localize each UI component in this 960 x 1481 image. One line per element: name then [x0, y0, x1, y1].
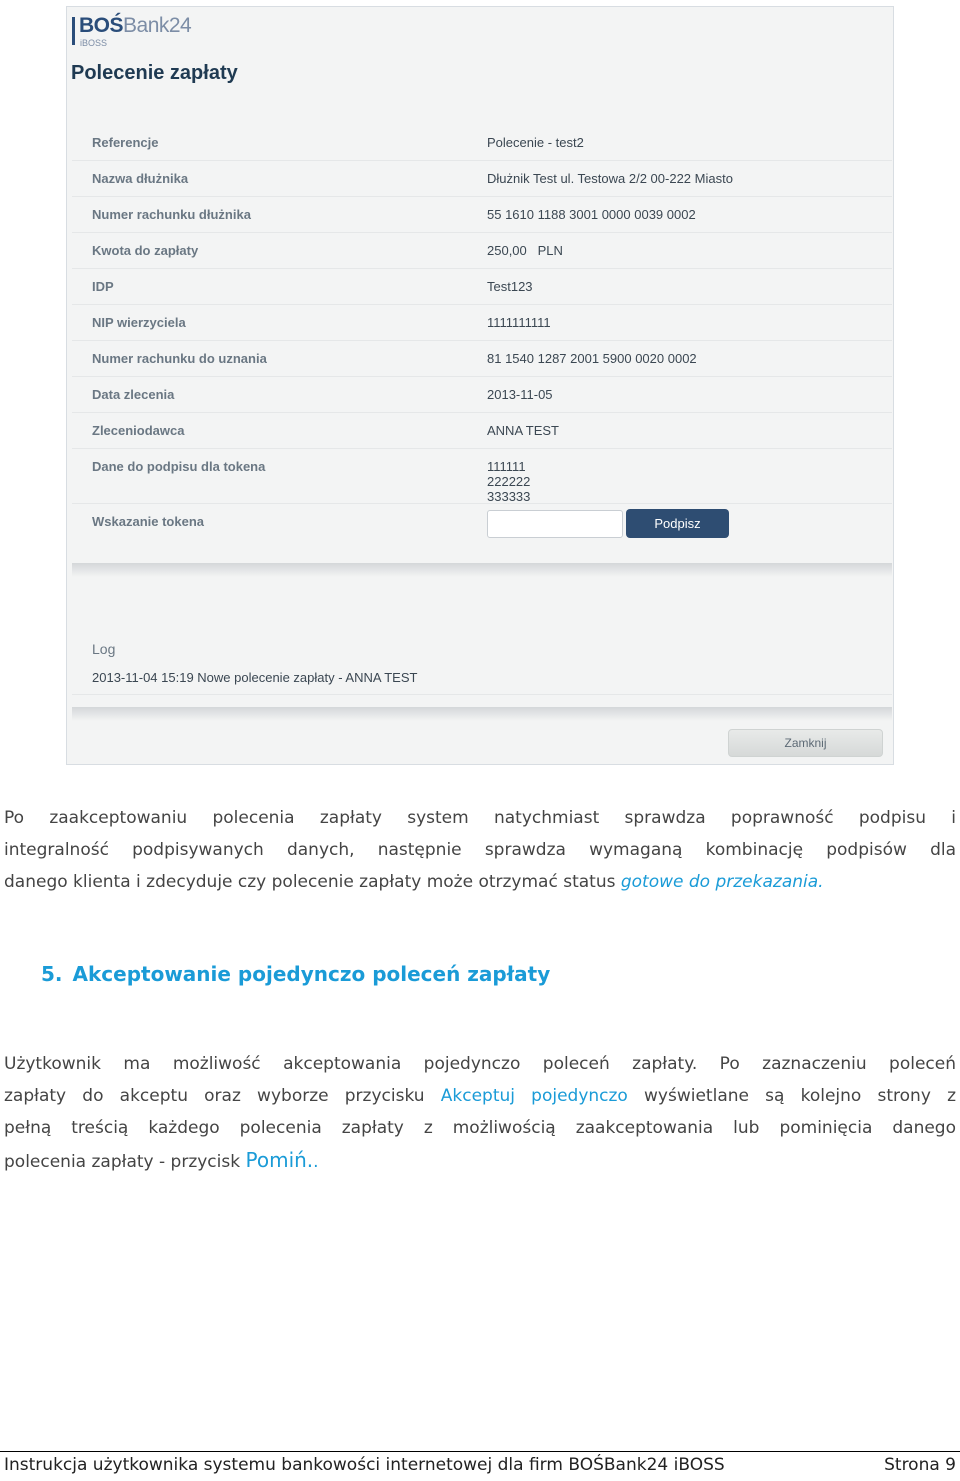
- footer-rule: [0, 1451, 960, 1452]
- detail-value: ANNA TEST: [487, 423, 560, 438]
- detail-label: Data zlecenia: [92, 387, 175, 402]
- text-line: integralność podpisywanych danych, następnie sprawdza wymaganą kombinację podpisów dla: [4, 840, 956, 860]
- log-label: Log: [92, 641, 116, 657]
- detail-row-ordering-party: [72, 413, 892, 449]
- paragraph-signature-check: [4, 802, 956, 898]
- close-button[interactable]: Zamknij: [728, 729, 883, 757]
- section-title: Akceptowanie pojedynczo poleceń zapłaty: [72, 962, 551, 986]
- logo-text: [79, 14, 191, 38]
- section-separator: [72, 563, 892, 577]
- section-heading: [41, 962, 550, 986]
- detail-value: 55 1610 1188 3001 0000 0039 0002: [487, 207, 696, 222]
- skip-link: Pomiń.: [245, 1148, 314, 1172]
- detail-row-debtor-name: [72, 161, 892, 197]
- token-label: Wskazanie tokena: [92, 514, 204, 529]
- accept-single-link: Akceptuj pojedynczo: [440, 1086, 628, 1106]
- detail-label: Referencje: [92, 135, 159, 150]
- detail-label: Zleceniodawca: [92, 423, 185, 438]
- detail-row-reference: [72, 125, 892, 161]
- status-ready-link: gotowe do przekazania.: [620, 872, 824, 892]
- detail-value: Polecenie - test2: [487, 135, 584, 150]
- detail-label: IDP: [92, 279, 114, 294]
- detail-label: NIP wierzyciela: [92, 315, 186, 330]
- token-input[interactable]: [487, 510, 623, 538]
- detail-label: Nazwa dłużnika: [92, 171, 189, 186]
- details-table: [72, 125, 892, 552]
- section-number: 5.: [41, 962, 63, 986]
- detail-row-order-date: [72, 377, 892, 413]
- detail-row-idp: [72, 269, 892, 305]
- detail-value: 250,00 PLN: [487, 243, 563, 258]
- detail-value: 111111 222222 333333: [487, 459, 531, 504]
- text-line: pełną treścią każdego polecenia zapłaty z możliwością zaakceptowania lub pominięcia danego: [4, 1118, 956, 1138]
- text-line: Użytkownik ma możliwość akceptowania pojedynczo poleceń zapłaty. Po zaznaczeniu poleceń: [4, 1054, 956, 1074]
- paragraph-single-accept: [4, 1048, 956, 1178]
- detail-row-token-data: [72, 449, 892, 504]
- logo-bar: [72, 17, 75, 45]
- detail-value: 2013-11-05: [487, 387, 553, 402]
- text-line: zapłaty do akceptu oraz wyborze przycisku Akceptuj pojedynczo wyświetlane są kolejno strony z: [4, 1086, 956, 1106]
- detail-label: Dane do podpisu dla tokena: [92, 459, 266, 474]
- logo-brand-light: Bank24: [123, 14, 192, 37]
- log-divider: [72, 694, 892, 695]
- page-number: Strona 9: [884, 1455, 956, 1475]
- detail-label: Numer rachunku do uznania: [92, 351, 267, 366]
- page-title: Polecenie zapłaty: [71, 62, 238, 84]
- text-line: danego klienta i zdecyduje czy polecenie zapłaty może otrzymać status gotowe do przekazania.: [4, 872, 824, 892]
- detail-label: Numer rachunku dłużnika: [92, 207, 251, 222]
- sign-button[interactable]: Podpisz: [626, 509, 729, 538]
- detail-label: Kwota do zapłaty: [92, 243, 199, 258]
- screenshot-panel: [66, 6, 894, 765]
- text-line: Po zaakceptowaniu polecenia zapłaty system natychmiast sprawdza poprawność podpisu i: [4, 808, 956, 828]
- log-entry: 2013-11-04 15:19 Nowe polecenie zapłaty - ANNA TEST: [92, 670, 418, 685]
- detail-row-credit-account: [72, 341, 892, 377]
- detail-row-creditor-nip: [72, 305, 892, 341]
- detail-row-token-response: [72, 504, 892, 552]
- detail-value: 1111111111: [487, 315, 551, 330]
- logo-brand-dark: BOŚ: [79, 14, 124, 37]
- footer-separator: [72, 707, 892, 721]
- detail-value: Dłużnik Test ul. Testowa 2/2 00-222 Miasto: [487, 171, 733, 186]
- text-line: polecenia zapłaty - przycisk Pomiń..: [4, 1148, 319, 1172]
- detail-value: 81 1540 1287 2001 5900 0020 0002: [487, 351, 697, 366]
- detail-row-amount: [72, 233, 892, 269]
- logo-subbrand: iBOSS: [80, 38, 108, 48]
- detail-value: Test123: [487, 279, 533, 294]
- footer-title: Instrukcja użytkownika systemu bankowości internetowej dla firm BOŚBank24 iBOSS: [4, 1455, 725, 1475]
- detail-row-debtor-account: [72, 197, 892, 233]
